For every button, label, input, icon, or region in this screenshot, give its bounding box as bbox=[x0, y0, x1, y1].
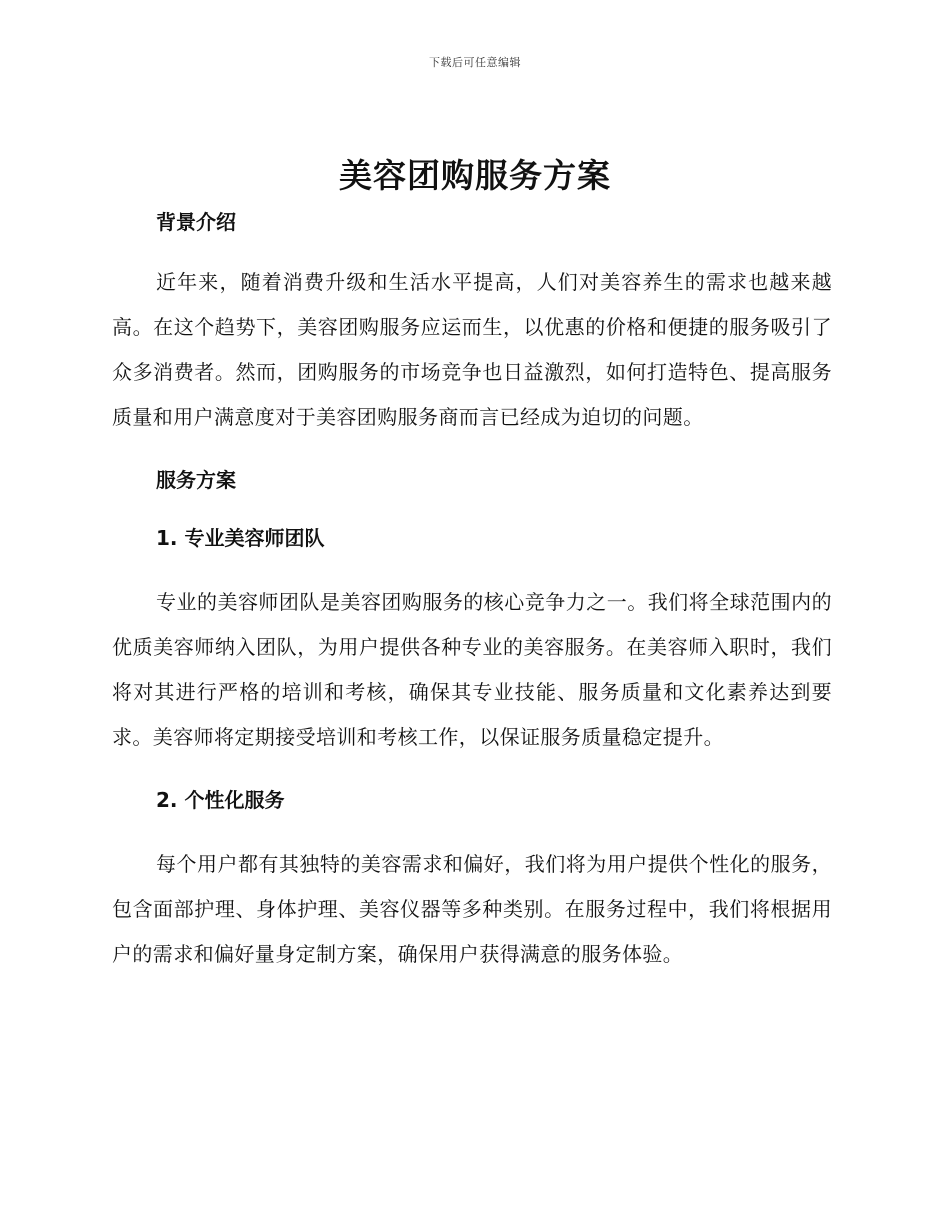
document-body bbox=[112, 208, 832, 977]
document-title: 美容团购服务方案 bbox=[339, 156, 611, 195]
paragraph-professional-team: 专业的美容师团队是美容团购服务的核心竞争力之一。我们将全球范围内的优质美容师纳入团队，为用户提供各种专业的美容服务。在美容师入职时，我们将对其进行严格的培训和考核，确保其专业技能、服务质量和文化素养达到要求。美容师将定期接受培训和考核工作，以保证服务质量稳定提升。 bbox=[112, 590, 832, 749]
section-heading-background: 背景介绍 bbox=[156, 210, 236, 234]
paragraph-background: 近年来，随着消费升级和生活水平提高，人们对美容养生的需求也越来越高。在这个趋势下，美容团购服务应运而生，以优惠的价格和便捷的服务吸引了众多消费者。然而，团购服务的市场竞争也日益激烈，如何打造特色、提高服务质量和用户满意度对于美容团购服务商而言已经成为迫切的问题。 bbox=[112, 270, 832, 429]
subheading-personalized-service: 2. 个性化服务 bbox=[156, 788, 285, 812]
paragraph-personalized-service: 每个用户都有其独特的美容需求和偏好，我们将为用户提供个性化的服务，包含面部护理、身体护理、美容仪器等多种类别。在服务过程中，我们将根据用户的需求和偏好量身定制方案，确保用户获得满意的服务体验。 bbox=[112, 852, 832, 966]
section-heading-service-plan: 服务方案 bbox=[156, 468, 236, 492]
subheading-professional-team: 1. 专业美容师团队 bbox=[156, 526, 325, 550]
page-header-note: 下载后可任意编辑 bbox=[429, 56, 521, 69]
